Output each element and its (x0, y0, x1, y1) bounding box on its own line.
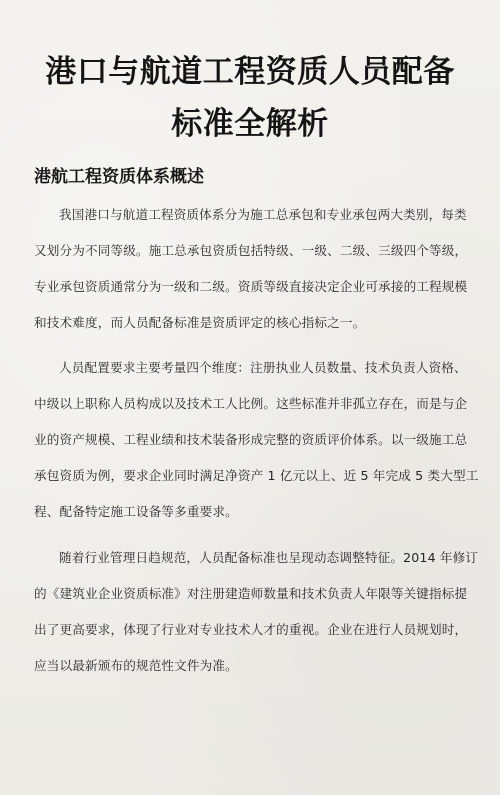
paragraph-3-line-3: 出了更高要求，体现了行业对专业技术人才的重视。企业在进行人员规划时， (34, 622, 468, 637)
paragraph-1-line-2: 又划分为不同等级。施工总承包资质包括特级、一级、二级、三级四个等级， (34, 243, 468, 258)
paragraph-2-line-1: 人员配置要求主要考量四个维度：注册执业人员数量、技术负责人资格、 (59, 360, 467, 375)
paragraph-1-line-4: 和技术难度，而人员配备标准是资质评定的核心指标之一。 (34, 315, 366, 330)
paragraph-3-line-2: 的《建筑业企业资质标准》对注册建造师数量和技术负责人年限等关键指标提 (34, 586, 468, 601)
paragraph-3-line-4: 应当以最新颁布的规范性文件为准。 (34, 658, 238, 673)
section-heading: 港航工程资质体系概述 (34, 167, 204, 187)
paragraph-2-line-3: 业的资产规模、工程业绩和技术装备形成完整的资质评价体系。以一级施工总 (34, 432, 468, 447)
paragraph-1-line-3: 专业承包资质通常分为一级和二级。资质等级直接决定企业可承接的工程规模 (34, 279, 468, 294)
document-title-line-1: 港口与航道工程资质人员配备 (45, 54, 455, 90)
paragraph-3-line-1: 随着行业管理日趋规范，人员配备标准也呈现动态调整特征。2014 年修订 (59, 550, 479, 565)
paragraph-2-line-4: 承包资质为例，要求企业同时满足净资产 1 亿元以上、近 5 年完成 5 类大型工 (34, 468, 479, 483)
document-title-line-2: 标准全解析 (171, 106, 329, 142)
paragraph-1-line-1: 我国港口与航道工程资质体系分为施工总承包和专业承包两大类别，每类 (59, 207, 467, 222)
paragraph-2-line-2: 中级以上职称人员构成以及技术工人比例。这些标准并非孤立存在，而是与企 (34, 396, 468, 411)
paragraph-2-line-5: 程、配备特定施工设备等多重要求。 (34, 504, 238, 519)
